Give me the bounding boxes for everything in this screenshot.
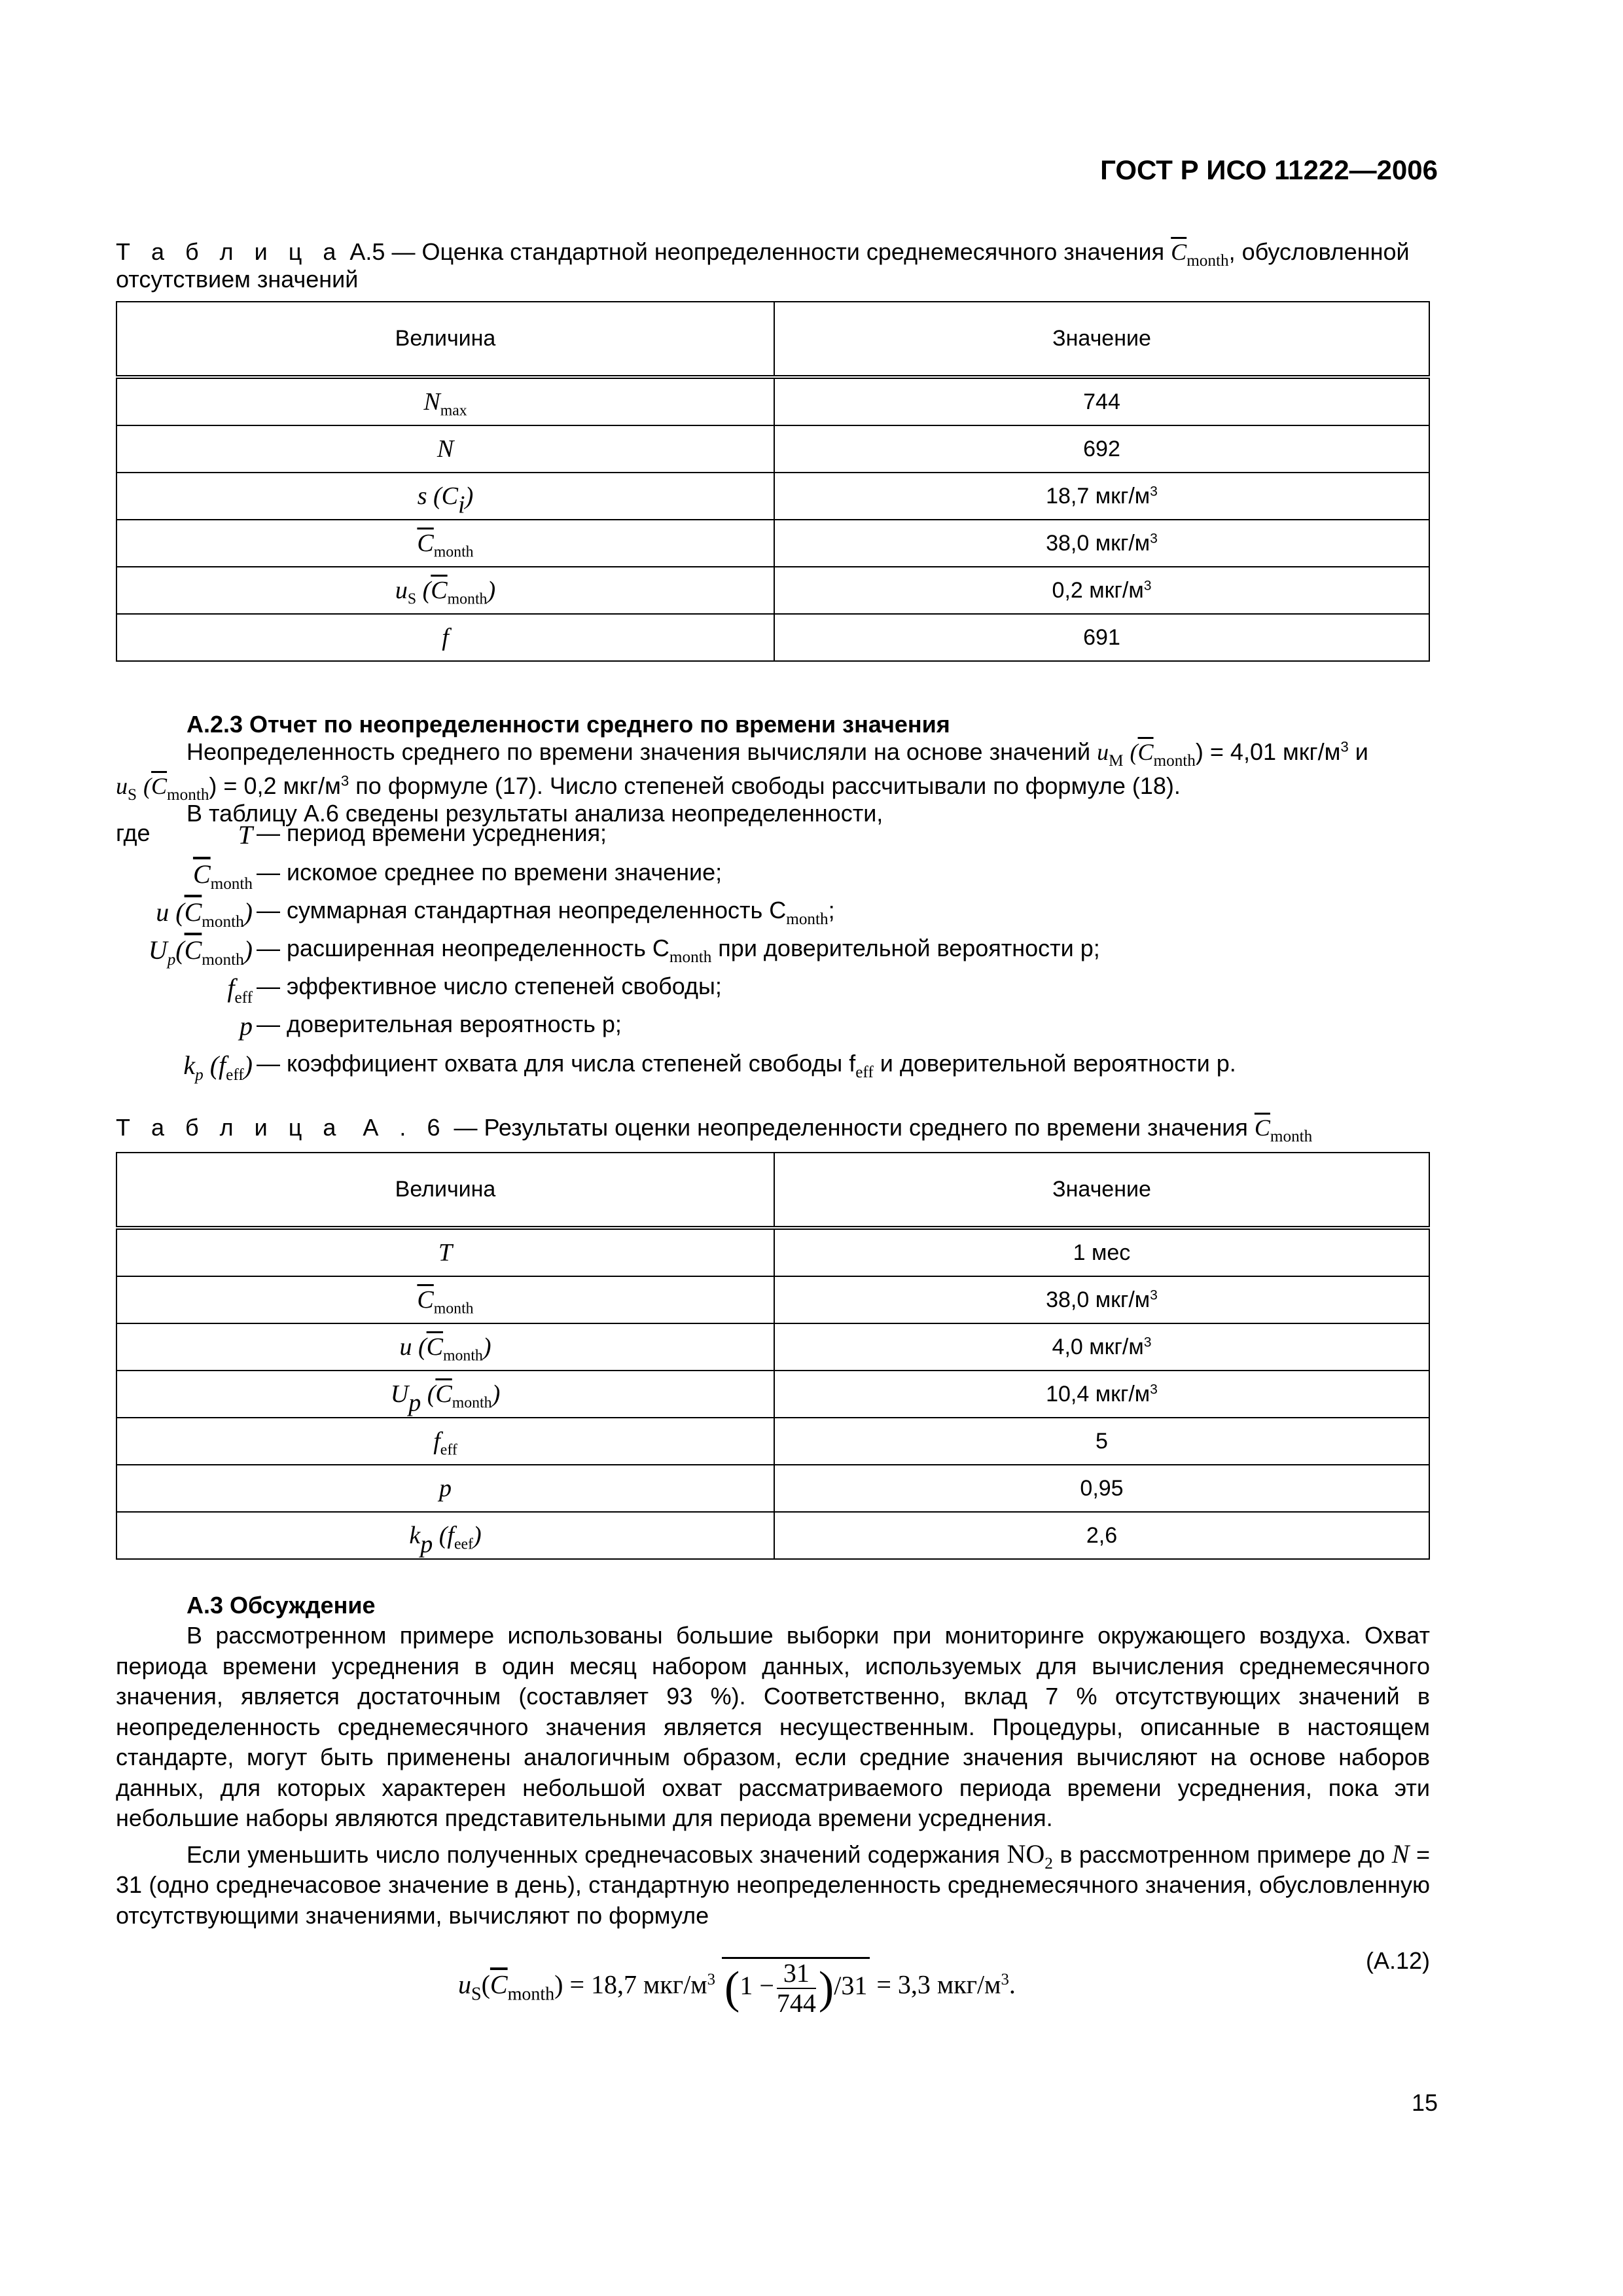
def-text: — эффективное число степеней свободы; — [257, 973, 722, 999]
paragraph-text: В таблицу А.6 сведены результаты анализа неопределенности, — [187, 800, 883, 827]
column-header-value: Значение — [774, 1153, 1429, 1228]
fraction — [777, 1959, 816, 2018]
fraction-denominator: 744 — [776, 1988, 816, 2018]
def-text-sub: month — [669, 948, 712, 966]
table-a6-caption — [116, 1114, 1431, 1145]
paragraph — [116, 1621, 1430, 1931]
paragraph-text: = 31 (одно среднечасовое значение в день), стандартную неопределенность среднемесячного значения, обусловленную отсутствующими значениями, вычисляют по формуле — [116, 1840, 1430, 1929]
unit-exponent: 3 — [1143, 577, 1152, 593]
quantity-symbol: T — [438, 1239, 453, 1266]
table-row: $U_p$ $(\overline{C}_{month})$ 10,4 мкг/$м^3$ — [116, 1371, 1429, 1418]
def-symbol-sub: p — [167, 950, 176, 969]
table-row — [116, 1276, 1429, 1323]
quantity-symbol: k — [409, 1522, 421, 1549]
table-cell-value: 691 — [774, 614, 1429, 661]
def-text-end: ; — [828, 897, 835, 924]
table-a6 — [116, 1152, 1430, 1560]
table-a5 — [116, 301, 1430, 662]
def-symbol: $\overline{C}$ — [192, 859, 211, 889]
chemical-formula-sub: 2 — [1044, 1854, 1053, 1873]
quantity-symbol: $\overline{C}$ — [417, 529, 434, 557]
paragraph-text: в рассмотренном примере до — [1060, 1840, 1385, 1868]
page-number: 15 — [1411, 2089, 1438, 2116]
table-caption-text: — Оценка стандартной неопределенности среднемесячного значения — [391, 238, 1165, 265]
def-text-sub: month — [786, 910, 829, 928]
symbol-sub: S — [128, 785, 137, 804]
table-row — [116, 614, 1429, 661]
standard-designation: ГОСТ Р ИСО 11222—2006 — [1100, 154, 1438, 185]
table-cell-value: 38,0 мкг/м — [1046, 1287, 1150, 1312]
table-row: $u_S$ $(\overline{C}_{month})$ 0,2 мкг/$м^3$ — [116, 567, 1429, 614]
table-cell-value: 744 — [774, 377, 1429, 425]
table-cell-value: 38,0 мкг/м — [1046, 530, 1150, 556]
quantity-sub: month — [433, 543, 474, 561]
def-symbol-sub: p — [195, 1066, 204, 1084]
caption-symbol-sub: month — [1186, 251, 1229, 270]
symbol-n: N — [1391, 1839, 1410, 1869]
caption-symbol: $\overline{C}$ — [1254, 1115, 1270, 1141]
formula-symbol-sub: month — [507, 1984, 555, 2005]
chemical-formula: NO — [1007, 1839, 1045, 1869]
table-row — [116, 520, 1429, 567]
section-heading-a23: А.2.3 Отчет по неопределенности среднего по времени значения — [187, 711, 950, 738]
quantity-symbol: $\overline{C}$ — [417, 1286, 434, 1314]
quantity-symbol: N — [437, 435, 454, 463]
quantity-sub: month — [447, 590, 488, 608]
table-row: u $(\overline{C}_{month})$ 4,0 мкг/$м^3$ — [116, 1323, 1429, 1371]
quantity-sub: month — [452, 1394, 492, 1412]
table-cell-value: 692 — [774, 425, 1429, 473]
def-symbol-sub: month — [202, 950, 244, 969]
quantity-sub: S — [407, 590, 417, 608]
unit-exponent: 3 — [1150, 483, 1158, 499]
square-root-icon: (1 − $\frac{31}{744}$ )/31 — [722, 1957, 870, 2018]
def-symbol-sub: month — [202, 912, 244, 931]
table-cell-value: 2,6 — [774, 1512, 1429, 1559]
table-caption-number: А . 6 — [363, 1114, 448, 1141]
def-symbol: T — [238, 820, 253, 850]
quantity-paren: ) — [465, 482, 474, 510]
quantity-symbol: s (C — [417, 482, 459, 510]
def-text — [257, 1050, 1236, 1081]
paragraph-text: по формуле (17). Число степеней свободы рассчитывали по формуле (18). — [349, 772, 1181, 799]
table-a5-caption — [116, 238, 1431, 293]
def-text-main: — расширенная неопределенность C — [257, 935, 669, 961]
quantity-symbol: u — [399, 1333, 412, 1361]
quantity-sub: eef — [454, 1535, 473, 1553]
value-text: ) = 0,2 мкг/м — [209, 772, 341, 799]
def-text — [257, 935, 1100, 966]
quantity-sub: p — [408, 1389, 421, 1417]
table-row — [116, 425, 1429, 473]
table-cell-value: 1 мес — [774, 1228, 1429, 1276]
formula-divisor: /31 — [834, 1971, 868, 2001]
paragraph-text: Если уменьшить число полученных среднечасовых значений содержания — [187, 1840, 1001, 1868]
def-text-main: — суммарная стандартная неопределенность C — [257, 897, 787, 924]
unit-exponent: 3 — [1150, 1381, 1158, 1397]
table-caption-number: А.5 — [349, 238, 385, 265]
def-symbol-sub: month — [210, 874, 253, 893]
quantity-symbol: p — [439, 1475, 452, 1502]
paragraph-text: Неопределенность среднего по времени значения вычисляли на основе значений — [187, 738, 1091, 765]
def-text-end: при доверительной вероятности p; — [711, 935, 1100, 961]
def-text: — искомое среднее по времени значение; — [257, 859, 722, 886]
table-row — [116, 473, 1429, 520]
paragraph: Неопределенность среднего по времени значения вычисляли на основе значений $u_M$ $(\overline{C}_{month}) = 4,01$ мкг/$м^3$ и $u_S$ $(\overline{C}_{month}) = 0,2$ мкг/$м^3$ по формуле (17). Число степеней свободы рассчитывали по формуле (18). В таблицу А.6 сведены результаты анализа неопределенности, — [116, 738, 1430, 827]
table-cell-value: 18,7 мкг/м — [1046, 483, 1150, 509]
column-header-quantity: Величина — [116, 1153, 774, 1228]
table-row — [116, 1465, 1429, 1512]
quantity-symbol: U — [390, 1380, 409, 1408]
table-row: $k_p$ $(f_{eef})$ 2,6 — [116, 1512, 1429, 1559]
symbol-sub: M — [1109, 751, 1124, 770]
where-label: где — [116, 819, 151, 846]
symbol-sub: month — [1153, 751, 1196, 770]
formula-period: . — [1008, 1969, 1016, 2000]
quantity-sub: max — [440, 402, 467, 420]
formula-a12: $u_S(\overline{C}_{month}) = 18,7$ мкг/$м^3$ (1 − $\frac{31}{744}$ )/31 = 3,3 мкг/$м^3$. — [458, 1958, 1016, 2018]
def-symbol-sub: eff — [226, 1066, 244, 1084]
fraction-numerator: 31 — [777, 1959, 816, 1989]
table-header-row — [116, 302, 1429, 377]
table-row — [116, 1418, 1429, 1465]
quantity-sub: i — [458, 491, 465, 519]
table-cell-value: 5 — [774, 1418, 1429, 1465]
caption-tail: , обусловленной отсутствием значений — [116, 238, 1410, 293]
table-row — [116, 1228, 1429, 1276]
quantity-symbol: u — [395, 577, 408, 604]
table-row — [116, 377, 1429, 425]
def-symbol-sub: eff — [234, 988, 253, 1007]
table-cell-value: 10,4 мкг/м — [1046, 1381, 1150, 1407]
formula-lhs: u — [458, 1969, 471, 2000]
unit-exponent: 3 — [1150, 530, 1158, 546]
def-symbol: k — [183, 1050, 196, 1080]
formula-term: 1 − — [740, 1971, 774, 2001]
section-heading-a3: А.3 Обсуждение — [187, 1592, 376, 1619]
column-header-quantity: Величина — [116, 302, 774, 377]
paragraph-text: и — [1348, 738, 1368, 765]
def-symbol: f — [227, 973, 235, 1003]
formula-lhs-sub: S — [471, 1984, 482, 2005]
def-text — [257, 897, 835, 928]
quantity-symbol: f — [433, 1427, 440, 1455]
column-header-value: Значение — [774, 302, 1429, 377]
def-symbol: U — [148, 935, 168, 965]
def-text-sub: eff — [855, 1063, 874, 1081]
table-cell-value: 0,2 мкг/м — [1052, 577, 1144, 603]
formula-result: = 3,3 мкг/м — [876, 1969, 1001, 2000]
quantity-sub: month — [443, 1347, 483, 1365]
symbol-sub: month — [167, 785, 209, 804]
table-caption-prefix: Т а б л и ц а — [116, 1114, 344, 1141]
paragraph-text: В рассмотренном примере использованы большие выборки при мониторинге окружающего воздуха. Охват периода времени усреднения в один месяц набором данных, используемых для вычисления среднемесячного значения, является достаточным (составляет 93 %). Соответственно, вклад 7 % отсутствующих значений в неопределенность среднемесячного значения является несущественным. Процедуры, описанные в настоящем стандарте, могут быть применены аналогичным образом, если средние значения вычисляют на основе наборов данных, для которых характерен небольшой охват рассматриваемого периода времени усреднения, пока эти небольшие наборы являются представительными для периода времени усреднения. — [116, 1622, 1430, 1831]
value-text: ) = 4,01 мкг/м — [1195, 738, 1341, 765]
table-header-row — [116, 1153, 1429, 1228]
def-text: — доверительная вероятность p; — [257, 1011, 622, 1037]
def-text-main: — коэффициент охвата для числа степеней свободы f — [257, 1050, 856, 1077]
def-symbol: p — [240, 1011, 253, 1041]
quantity-sub: p — [420, 1530, 433, 1558]
def-text-end: и доверительной вероятности p. — [873, 1050, 1236, 1077]
table-caption-prefix: Т а б л и ц а — [116, 238, 344, 265]
quantity-sub: month — [433, 1300, 474, 1318]
caption-symbol: $\overline{C}$ — [1171, 239, 1187, 265]
unit-exponent: 3 — [1143, 1334, 1152, 1350]
def-text: — период времени усреднения; — [257, 819, 607, 846]
table-cell-value: 0,95 — [774, 1465, 1429, 1512]
table-cell-value: 4,0 мкг/м — [1052, 1334, 1144, 1359]
quantity-symbol: f — [442, 624, 449, 651]
quantity-sub: eff — [440, 1441, 457, 1459]
symbol-u: u — [1097, 739, 1109, 765]
formula-coefficient: = 18,7 мкг/м — [569, 1969, 707, 2000]
table-caption-text: — Результаты оценки неопределенности среднего по времени значения — [454, 1114, 1248, 1141]
caption-symbol-sub: month — [1270, 1127, 1313, 1145]
formula-symbol: $\overline{C}$ — [490, 1969, 508, 2000]
unit-exponent: 3 — [1150, 1287, 1158, 1302]
equation-number: (А.12) — [1365, 1947, 1430, 1974]
quantity-symbol: N — [423, 388, 440, 416]
